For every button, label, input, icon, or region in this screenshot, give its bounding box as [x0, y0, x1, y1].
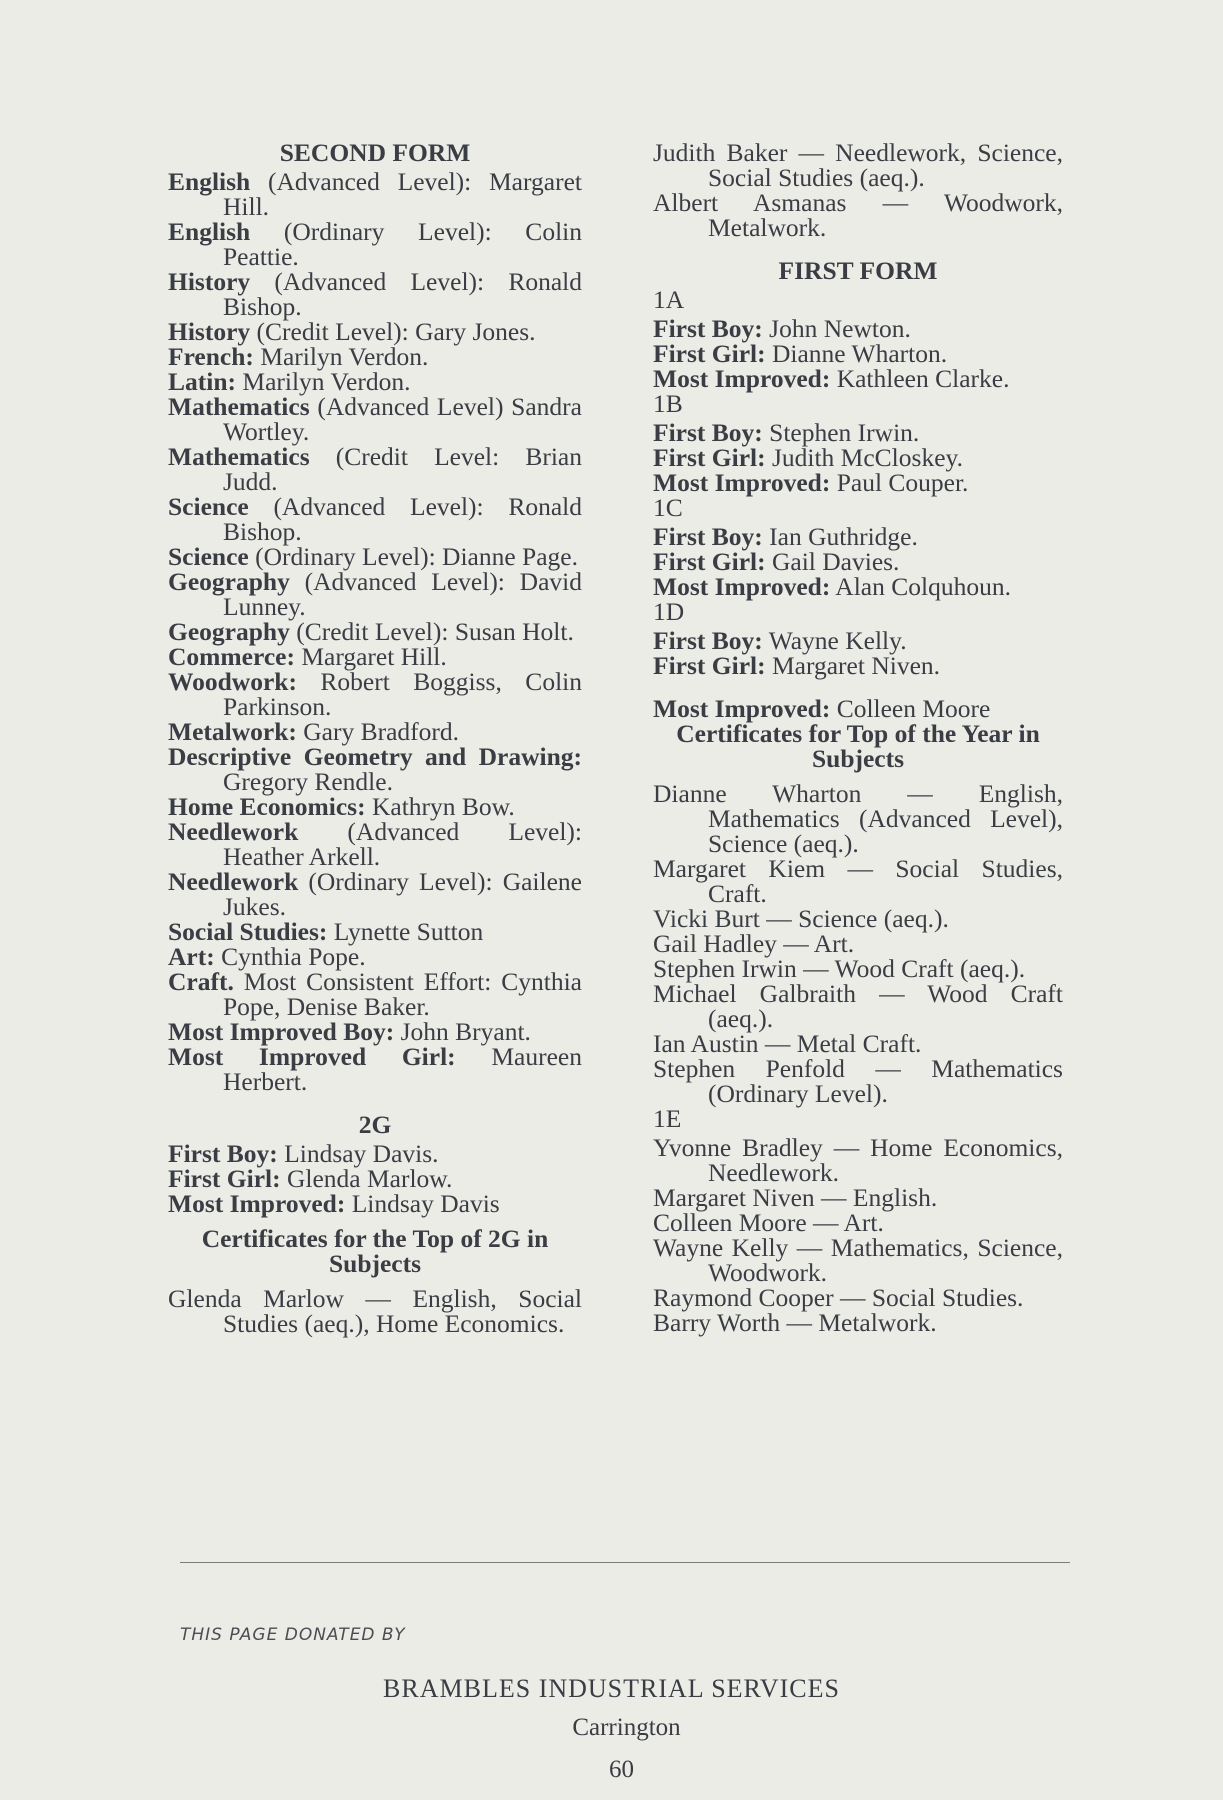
award-entry: Commerce: Margaret Hill. — [168, 642, 447, 671]
award-entry: French: Marilyn Verdon. — [168, 342, 429, 371]
award-entry: Home Economics: Kathryn Bow. — [168, 792, 515, 821]
sponsor-name: BRAMBLES INDUSTRIAL SERVICES — [383, 1674, 840, 1703]
certificate-entry: Wayne Kelly — Mathematics, Science, Woodwork. — [653, 1233, 1063, 1287]
certificate-entry: Dianne Wharton — English, Mathematics (Advanced Level), Science (aeq.). — [653, 779, 1063, 858]
award-entry: First Boy: Ian Guthridge. — [653, 522, 918, 551]
certificate-entry: Raymond Cooper — Social Studies. — [653, 1283, 1024, 1312]
award-entry: English (Ordinary Level): Colin Peattie. — [168, 217, 582, 271]
award-entry: First Girl: Glenda Marlow. — [168, 1164, 453, 1193]
award-entry: Art: Cynthia Pope. — [168, 942, 366, 971]
award-entry: Most Improved: Paul Couper. — [653, 468, 969, 497]
award-entry: First Boy: John Newton. — [653, 314, 911, 343]
certificate-entry: Stephen Irwin — Wood Craft (aeq.). — [653, 954, 1026, 983]
certificate-entry: Barry Worth — Metalwork. — [653, 1308, 937, 1337]
certificates-year-heading: Certificates for Top of the Year in Subjects — [676, 719, 1040, 773]
class-label: 1C — [653, 493, 683, 522]
award-entry: Needlework (Advanced Level): Heather Arkell. — [168, 817, 582, 871]
certificate-entry: Gail Hadley — Art. — [653, 929, 855, 958]
award-entry: Geography (Advanced Level): David Lunney. — [168, 567, 582, 621]
award-entry: Craft. Most Consistent Effort: Cynthia Pope, Denise Baker. — [168, 967, 582, 1021]
award-entry: English (Advanced Level): Margaret Hill. — [168, 167, 582, 221]
certificate-entry: Judith Baker — Needlework, Science, Social Studies (aeq.). — [653, 138, 1063, 192]
award-entry: Science (Advanced Level): Ronald Bishop. — [168, 492, 582, 546]
award-entry: Most Improved Boy: John Bryant. — [168, 1017, 531, 1046]
award-entry: Science (Ordinary Level): Dianne Page. — [168, 542, 578, 571]
award-entry: Geography (Credit Level): Susan Holt. — [168, 617, 574, 646]
left-column — [168, 140, 582, 1336]
donated-by-label: THIS PAGE DONATED BY — [180, 1625, 406, 1645]
first-form-heading: FIRST FORM — [778, 256, 938, 285]
right-column — [653, 140, 1063, 1335]
award-entry: Most Improved Girl: Maureen Herbert. — [168, 1042, 582, 1096]
class-label: 1E — [653, 1104, 682, 1133]
award-entry: First Boy: Stephen Irwin. — [653, 418, 920, 447]
award-entry: Most Improved: Alan Colquhoun. — [653, 572, 1011, 601]
class-2g-heading: 2G — [358, 1110, 392, 1139]
award-entry: Most Improved: Lindsay Davis — [168, 1189, 500, 1218]
certificates-2g-heading: Certificates for the Top of 2G in Subjects — [201, 1224, 549, 1278]
certificate-entry: Margaret Niven — English. — [653, 1183, 938, 1212]
award-entry: Metalwork: Gary Bradford. — [168, 717, 460, 746]
page-number: 60 — [609, 1756, 634, 1783]
certificate-entry: Yvonne Bradley — Home Economics, Needlework. — [653, 1133, 1063, 1187]
award-entry: First Boy: Wayne Kelly. — [653, 626, 907, 655]
award-entry: Mathematics (Advanced Level) Sandra Wortley. — [168, 392, 582, 446]
class-label: 1D — [653, 597, 685, 626]
award-entry: Descriptive Geometry and Drawing: Gregory Rendle. — [168, 742, 582, 796]
award-entry: Most Improved: Kathleen Clarke. — [653, 364, 1010, 393]
certificate-entry: Glenda Marlow — English, Social Studies (aeq.), Home Economics. — [168, 1284, 582, 1338]
certificate-entry: Ian Austin — Metal Craft. — [653, 1029, 922, 1058]
certificate-entry: Albert Asmanas — Woodwork, Metalwork. — [653, 188, 1063, 242]
award-entry: First Girl: Gail Davies. — [653, 547, 900, 576]
certificate-entry: Colleen Moore — Art. — [653, 1208, 884, 1237]
certificate-entry: Margaret Kiem — Social Studies, Craft. — [653, 854, 1063, 908]
award-entry: History (Credit Level): Gary Jones. — [168, 317, 536, 346]
second-form-heading: SECOND FORM — [279, 138, 471, 167]
award-entry: First Girl: Margaret Niven. — [653, 651, 941, 680]
certificate-entry: Stephen Penfold — Mathematics (Ordinary Level). — [653, 1054, 1063, 1108]
certificate-entry: Vicki Burt — Science (aeq.). — [653, 904, 949, 933]
award-entry: Latin: Marilyn Verdon. — [168, 367, 411, 396]
award-entry: First Boy: Lindsay Davis. — [168, 1139, 439, 1168]
award-entry: History (Advanced Level): Ronald Bishop. — [168, 267, 582, 321]
class-label: 1A — [653, 285, 685, 314]
sponsor-location: Carrington — [572, 1714, 681, 1741]
award-entry: Social Studies: Lynette Sutton — [168, 917, 484, 946]
divider-rule — [180, 1562, 1070, 1563]
award-entry: Mathematics (Credit Level: Brian Judd. — [168, 442, 582, 496]
award-entry: Needlework (Ordinary Level): Gailene Jukes. — [168, 867, 582, 921]
award-entry: First Girl: Dianne Wharton. — [653, 339, 948, 368]
class-label: 1B — [653, 389, 683, 418]
award-entry: First Girl: Judith McCloskey. — [653, 443, 963, 472]
award-entry: Most Improved: Colleen Moore — [653, 694, 991, 723]
certificate-entry: Michael Galbraith — Wood Craft (aeq.). — [653, 979, 1063, 1033]
award-entry: Woodwork: Robert Boggiss, Colin Parkinson. — [168, 667, 582, 721]
